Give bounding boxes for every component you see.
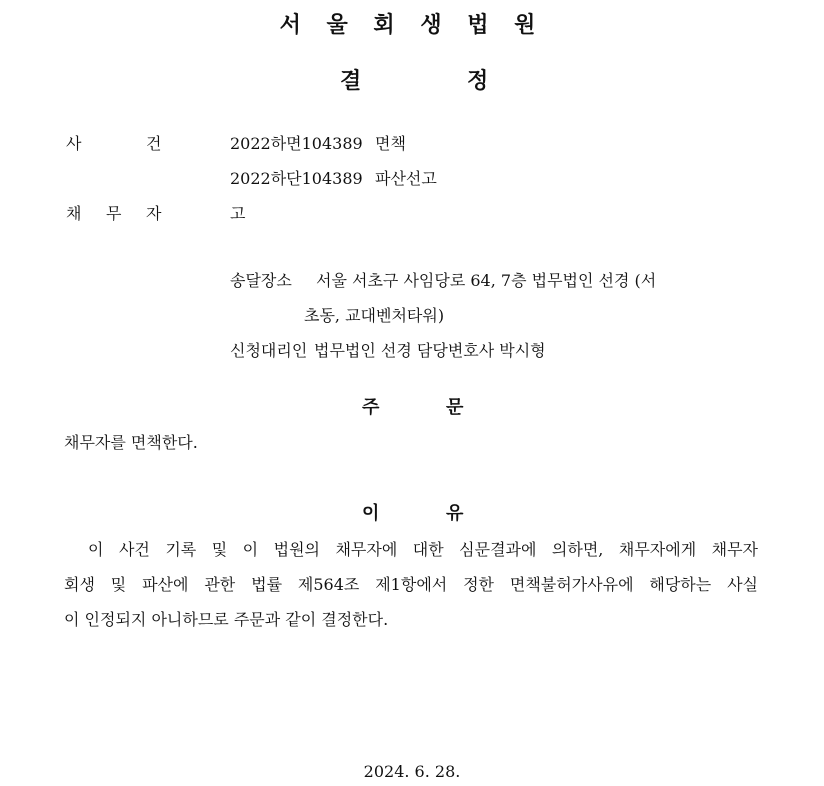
reasons-line-2: 회생 및 파산에 관한 법률 제564조 제1항에서 정한 면책불허가사유에 해당하는 사실 [64, 575, 758, 594]
order-text: 채무자를 면책한다. [64, 433, 198, 452]
agent-value: 법무법인 선경 담당변호사 박시형 [314, 341, 546, 360]
debtor-name: 고 [230, 204, 246, 223]
case-number-2: 2022하단104389 [230, 169, 363, 188]
decision-date: 2024. 6. 28. [363, 762, 461, 781]
debtor-label-char-3: 자 [146, 204, 162, 223]
reasons-line-1: 이 사건 기록 및 이 법원의 채무자에 대한 심문결과에 의하면, 채무자에게 채무자 [88, 540, 758, 559]
case-label-char-1: 사 [66, 134, 82, 153]
debtor-label-char-2: 무 [106, 204, 122, 223]
doc-type-char-1: 결 [340, 69, 362, 94]
service-address-label: 송달장소 [230, 271, 292, 290]
debtor-label-char-1: 채 [66, 204, 82, 223]
reasons-heading-char-1: 이 [362, 503, 380, 524]
service-address-line-2: 초동, 교대벤처타워) [304, 306, 445, 325]
case-type-1: 면책 [375, 134, 406, 153]
case-label-char-2: 건 [146, 134, 162, 153]
order-heading-char-1: 주 [362, 397, 380, 418]
service-address-line-1: 서울 서초구 사임당로 64, 7층 법무법인 선경 (서 [316, 271, 657, 290]
doc-type-char-2: 정 [467, 69, 489, 94]
case-number-1: 2022하면104389 [230, 134, 363, 153]
court-name: 서 울 회 생 법 원 [279, 13, 545, 38]
case-type-2: 파산선고 [375, 169, 437, 188]
reasons-line-3: 이 인정되지 아니하므로 주문과 같이 결정한다. [64, 610, 389, 629]
reasons-heading-char-2: 유 [446, 503, 464, 524]
order-heading-char-2: 문 [446, 397, 464, 418]
agent-label: 신청대리인 [230, 341, 308, 360]
